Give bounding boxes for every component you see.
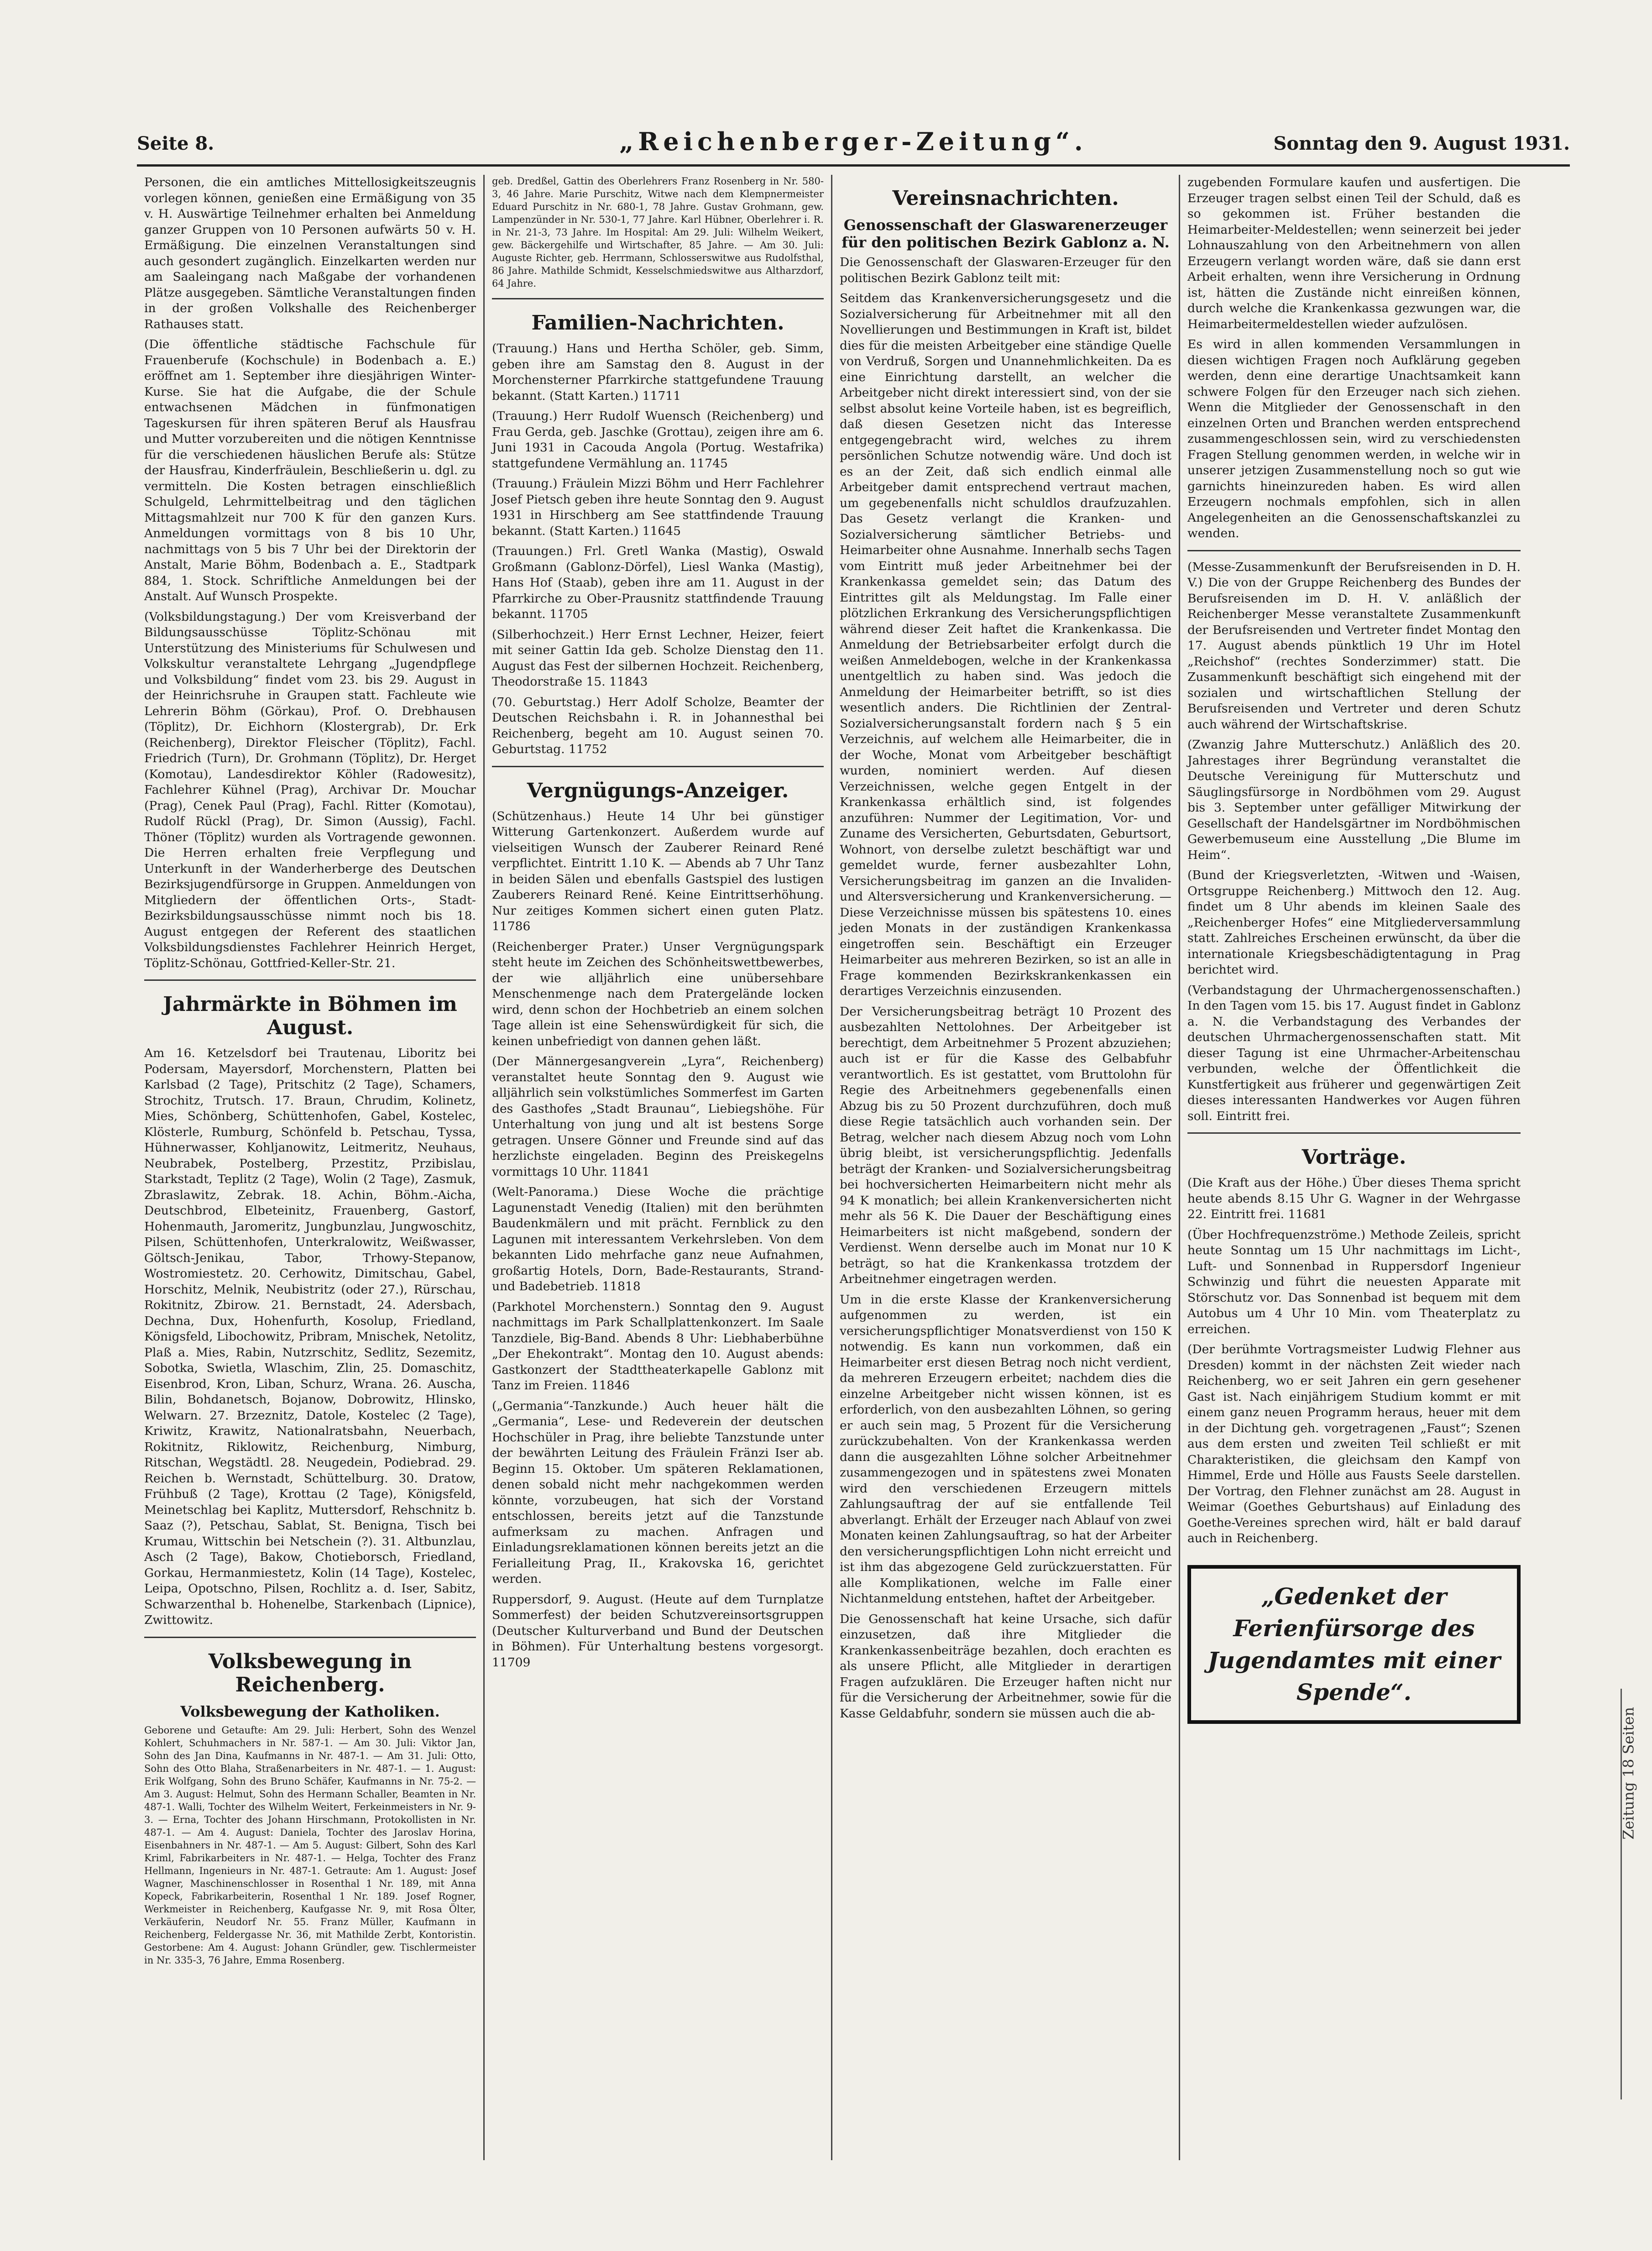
entertainment-notice: (Parkhotel Morchenstern.) Sonntag den 9. August nachmittags im Park Schallplattenkonzert. Im Saale Tanzdiele, Big-Band. Abends 8 Uhr: Liebhaberbühne „Der Ehekontrakt“. Montag den 10. August abends: Gastkonzert der Stadttheaterkapelle Gablonz mit Tanz im Freien. 11846 <box>492 1299 824 1392</box>
article-deaths: geb. Dredßel, Gattin des Oberlehrers Franz Rosenberg in Nr. 580-3, 46 Jahre. Marie Purschitz, Witwe nach dem Klempnermeister Eduard Purschitz in Nr. 680-1, 78 Jahre. Gustav Grohmann, gew. Lampenzünder in Nr. 530-1, 77 Jahre. Karl Hübner, Oberlehrer i. R. in Nr. 21-3, 73 Jahre. Im Hospital: Am 29. Juli: Wilhelm Weikert, gew. Bäckergehilfe und Wirtschafter, 85 Jahre. — Am 30. Juli: Auguste Richter, geb. Herrmann, Schlosserswitwe aus Rudolfsthal, 86 Jahre. Mathilde Schmidt, Kesselschmiedswitwe aus Altharzdorf, 64 Jahre. <box>492 176 824 289</box>
family-notice: (Trauung.) Fräulein Mizzi Böhm und Herr Fachlehrer Josef Pietsch geben ihre heute Sonntag den 9. August 1931 in Hirschberg am See stattfindende Trauung bekannt. (Statt Karten.) 11645 <box>492 476 824 538</box>
entertainment-notice: („Germania“-Tanzkunde.) Auch heuer hält die „Germania“, Lese- und Redeverein der deutschen Hochschüler in Prag, ihre beliebte Tanzstunde unter der bewährten Leitung des Fräulein Fränzi Iser ab. Beginn 15. Oktober. Um späteren Reklamationen, denen sobald nicht mehr nachgekommen werden könnte, vorzubeugen, hat sich der Vorstand entschlossen, bereits jetzt auf die Tanzstunde aufmerksam zu machen. Anfragen und Einladungsreklamationen können bereits jetzt an die Ferialleitung Prag, II., Krakovska 16, gerichtet werden. <box>492 1398 824 1586</box>
margin-text: Zeitung 18 Seiten <box>1620 1707 1637 1840</box>
article-text: Der Versicherungsbeitrag beträgt 10 Prozent des ausbezahlten Nettolohnes. Der Arbeitgeber ist berechtigt, dem Arbeitnehmer 5 Prozent abzuziehen; auch ist er für die Kasse des Gelbabfuhr verantwortlich. Es ist gestattet, vom Bruttolohn für Regie des Arbeitnehmers gegebenenfalls einen Abzug bis zu 50 Prozent durchzuführen, doch muß diese Regie tatsächlich auch vorhanden sein. Der Betrag, welcher nach diesem Abzug noch vom Lohn übrig bleibt, ist versicherungspflichtig. Jedenfalls beträgt der Kranken- und Sozialversicherungsbeitrag bei hochversicherten Heimarbeitern nicht mehr als 94 K monatlich; bei allein Krankenversicherten nicht mehr als 56 K. Die Dauer der Beschäftigung eines Heimarbeiters ist nicht maßgebend, sondern der Verdienst. Wenn derselbe auch im Monat nur 10 K beträgt, so hat die Krankenkassa trotzdem der Arbeitnehmer eingetragen werden. <box>840 1004 1171 1286</box>
family-notice: (Trauung.) Hans und Hertha Schöler, geb. Simm, geben ihre am Samstag den 8. August in der Morchensterner Pfarrkirche stattgefundene Trauung bekannt. (Statt Karten.) 11711 <box>492 341 824 403</box>
article-text: (Verbandstagung der Uhrmachergenossenschaften.) In den Tagen vom 15. bis 17. August findet in Gablonz a. N. die Verbandstagung des Verbandes der deutschen Uhrmachergenossenschaften statt. Mit dieser Tagung ist eine Uhrmacher-Arbeitenschau verbunden, welche der Öffentlichkeit die Kunstfertigkeit aus früherer und gegenwärtigen Zeit dieses interessanten Handwerkes vor Augen führen soll. Eintritt frei. <box>1187 983 1521 1123</box>
article-columns <box>137 175 1570 2160</box>
donation-banner: „Gedenket der Ferienfürsorge des Jugendamtes mit einer Spende“. <box>1187 1565 1521 1724</box>
article-volksbildung: (Volksbildungstagung.) Der vom Kreisverband der Bildungsausschüsse Töplitz-Schönau mit Unterstützung des Ministeriums für Schulwesen und Volkskultur veranstaltete Lehrgang „Jugendpflege und Volksbildung“ findet vom 23. bis 29. August in der Heinrichsruhe in Graupen statt. Fachleute wie Lehrerin Böhm (Görkau), Prof. O. Drebhausen (Töplitz), Dr. Eichhorn (Klostergrab), Dr. Erk (Reichenberg), Direktor Fleischer (Töplitz), Fachl. Friedrich (Turn), Dr. Grohmann (Töplitz), Dr. Herget (Komotau), Landesdirektor Köhler (Radowesitz), Fachlehrer Kühnel (Prag), Archivar Dr. Mouchar (Prag), Cenek Paul (Prag), Fachl. Ritter (Komotau), Rudolf Rückl (Prag), Dr. Simon (Aussig), Fachl. Thöner (Töplitz) wurden als Vortragende gewonnen. Die Herren erhalten freie Verpflegung und Unterkunft in der Wanderherberge des Deutschen Bezirksjugendfürsorge in Gruppen. Anmeldungen von Mitgliedern der öffentlichen Orts-, Stadt-Bezirksbildungsausschüsse nimmt noch bis 18. August entgegen der Referent des staatlichen Volksbildungsdienstes Fachlehrer Heinrich Herget, Töplitz-Schönau, Gottfried-Keller-Str. 21. <box>144 609 476 970</box>
subsection-title: Volksbewegung der Katholiken. <box>180 1702 440 1720</box>
article-markets: Am 16. Ketzelsdorf bei Trautenau, Liboritz bei Podersam, Mayersdorf, Morchenstern, Platten bei Karlsbad (2 Tage), Pritschitz (2 Tage), Schamers, Strochitz, Trutsch. 17. Braun, Chrudim, Kolinetz, Mies, Schönberg, Schüttenhofen, Gabel, Kostelec, Klösterle, Rumburg, Schönfeld b. Petschau, Tyssa, Hühnerwasser, Kohljanowitz, Leitmeritz, Neuhaus, Neubrabek, Postelberg, Przestitz, Przibislau, Starkstadt, Teplitz (2 Tage), Wolin (2 Tage), Zasmuk, Zbraslawitz, Zebrak. 18. Achin, Böhm.-Aicha, Deutschbrod, Elbeteinitz, Frauenberg, Gastorf, Hohenmauth, Jaromeritz, Jungbunzlau, Jungwoschitz, Pilsen, Schüttenhofen, Unterkralowitz, Weißwasser, Göltsch-Jenikau, Tabor, Trhowy-Stepanow, Wostromiestetz. 20. Cerhowitz, Dimitschau, Gabel, Horschitz, Melnik, Neubistritz (oder 27.), Rürschau, Rokitnitz, Zbirow. 21. Bernstadt, 24. Adersbach, Dechna, Dux, Hohenfurth, Kosolup, Friedland, Königsfeld, Libochowitz, Pribram, Mnischek, Netolitz, Plaß a. Mies, Rabin, Nutzrschitz, Sedlitz, Sezemitz, Sobotka, Swietla, Wlaschim, Zlin, 25. Domaschitz, Eisenbrod, Kron, Liban, Schurz, Wrana. 26. Auscha, Bilin, Bohdanetsch, Bojanow, Dobrowitz, Hlinsko, Welwarn. 27. Brzeznitz, Datole, Kostelec (2 Tage), Kriwitz, Krawitz, Nationalratsbahn, Neuerbach, Rokitnitz, Riklowitz, Reichenburg, Nimburg, Ritschan, Wegstädtl. 28. Neugedein, Podiebrad. 29. Reichen b. Wernstadt, Schüttelburg. 30. Dratow, Frühbuß (2 Tage), Krottau (2 Tage), Königsfeld, Meinetschlag bei Kaplitz, Muttersdorf, Rehschnitz b. Saaz (?), Petschau, Sablat, St. Benigna, Tisch bei Krumau, Wittschin bei Netschein (?). 31. Altbunzlau, Asch (2 Tage), Bakow, Chotieborsch, Friedland, Gorkau, Hermanmiestetz, Kolin (14 Tage), Kostelec, Leipa, Opotschno, Pilsen, Rochlitz a. d. Iser, Sabitz, Schwarzenthal b. Hohenelbe, Starkenbach (Lipnice), Zwittowitz. <box>144 1046 476 1627</box>
article-text: Seitdem das Krankenversicherungsgesetz und die Sozialversicherung für Arbeitnehmer mit all den Novellierungen und Bestimmungen in Kraft ist, bildet dies für die meisten Arbeitgeber eine ständige Quelle von Verdruß, Sorgen und Unannehmlichkeiten. Da es eine Einrichtung darstellt, an welcher die Arbeitgeber nicht direkt interessiert sind, von der sie selbst absolut keine Vorteile haben, ist es begreiflich, daß diesen Gesetzen nicht das Interesse entgegengebracht wird, welches zu ihrem persönlichen Schutze notwendig wäre. Und doch ist es an der Zeit, daß sich endlich einmal alle Arbeitgeber damit entsprechend vertraut machen, um gegebenenfalls nicht schuldlos draufzuzahlen. Das Gesetz verlangt die Kranken- und Sozialversicherung sämtlicher Betriebs- und Heimarbeiter ohne Ausnahme. Innerhalb sechs Tagen vom Eintritt muß jeder Arbeitnehmer bei der Krankenkassa gemeldet sein; das Datum des Eintrittes gilt als Meldungstag. Im Falle einer plötzlichen Erkrankung des Versicherungspflichtigen während dieser Zeit haftet die Krankenkassa. Die Anmeldung der Betriebsarbeiter erfolgt durch die weißen Anmeldebogen, welche in der Krankenkassa unentgeltlich zu haben sind. Was jedoch die Anmeldung der Heimarbeiter betrifft, so ist dies wesentlich anders. Die Richtlinien der Zentral-Sozialversicherungsanstalt fordern nach § 5 ein Verzeichnis, auf welchem alle Heimarbeiter, die in der Woche, Monat vom Arbeitgeber beschäftigt wurden, nominiert werden. Auf diesen Verzeichnissen, welche gegen Entgelt in der Krankenkassa erhältlich sind, ist folgendes anzuführen: Nummer der Legitimation, Vor- und Zuname des Versicherten, Geburtsdaten, Geburtsort, Wohnort, von derselbe zuletzt beschäftigt war und gemeldet wurde, ferner ausbezahlter Lohn, Versicherungsbeitrag im ganzen an die Invaliden- und Altersversicherung und Krankenversicherung. — Diese Verzeichnisse müssen bis spätestens 10. eines jeden Monats in der zuständigen Krankenkassa eingetroffen sein. Beschäftigt ein Erzeuger Heimarbeiter aus mehreren Bezirken, so ist an alle in Frage kommenden Bezirkskrankenkassen ein derartiges Verzeichnis einzusenden. <box>840 291 1171 998</box>
family-notice: (Trauungen.) Frl. Gretl Wanka (Mastig), Oswald Großmann (Gablonz-Dörfel), Liesl Wanka (Mastig), Hans Hof (Staab), geben ihre am 11. August in der Pfarrkirche zu Ober-Prausnitz stattfindende Trauung bekannt. 11705 <box>492 544 824 621</box>
section-title-associations: Vereinsnachrichten. <box>892 187 1119 210</box>
issue-date: Sonntag den 9. August 1931. <box>1273 133 1570 154</box>
talk-notice: (Der berühmte Vortragsmeister Ludwig Flehner aus Dresden) kommt in der nächsten Zeit wieder nach Reichenberg, wo er seit Jahren ein gern gesehener Gast ist. Nach einjährigem Studium kommt er mit einem ganz neuen Programm heraus, heuer mit dem in der Dichtung geh. vorgetragenen „Faust“; Szenen aus dem ersten und zweiten Teil schließt er mit Charakteristiken, die gleichsam den Kampf von Himmel, Erde und Hölle aus Fausts Seele darstellen. Der Vortrag, den Flehner zunächst am 28. August in Weimar (Goethes Geburtshaus) auf Einladung des Goethe-Vereines sprechen wird, hält er bald darauf auch in Reichenberg. <box>1187 1342 1521 1545</box>
article-text: zugebenden Formulare kaufen und ausfertigen. Die Erzeuger tragen selbst einen Teil der Schuld, daß es so gekommen ist. Früher bestanden die Heimarbeiter-Meldestellen; wenn seinerzeit bei jeder Lohnauszahlung von den Arbeitnehmern von allen Erzeugern verlangt worden wäre, daß sie dann erst Arbeit erhalten, wenn ihre Versicherung in Ordnung ist, hätten die Zustände nicht einreißen können, durch welche die Krankenkassa gezwungen war, die Heimarbeitermeldestellen wieder aufzulösen. <box>1187 175 1521 331</box>
divider <box>1187 550 1521 551</box>
section-title-talks: Vorträge. <box>1302 1146 1406 1169</box>
section-title-volksbewegung: Volksbewegung in Reichenberg. <box>208 1649 412 1696</box>
article-text: Es wird in allen kommenden Versammlungen in diesen wichtigen Fragen noch Aufklärung gegeben werden, denn eine derartige Unachtsamkeit kann schwere Folgen für den Erzeuger nach sich ziehen. Wenn die Mitglieder der Genossenschaft in den einzelnen Orten und Branchen werden entsprechend zusammengeschlossen sein, wird zu verschiedensten Fragen Stellung genommen werden, in welche wir in unserer jetzigen Zusammenstellung noch so gut wie garnichts hineinzureden haben. Es wird allen Erzeugern nochmals empfohlen, sich in allen Angelegenheiten an die Genossenschaftskanzlei zu wenden. <box>1187 337 1521 540</box>
section-title-family: Familien-Nachrichten. <box>531 311 784 335</box>
entertainment-notice: (Schützenhaus.) Heute 14 Uhr bei günstiger Witterung Gartenkonzert. Außerdem wurde auf vielseitigen Wunsch der Zauberer Reinard René verpflichtet. Eintritt 1.10 K. — Abends ab 7 Uhr Tanz in beiden Sälen und ebenfalls Gastspiel des lustigen Zauberers Reinard René. Keine Eintrittserhöhung. Nur zeitiges Kommen sichert einen guten Platz. 11786 <box>492 809 824 933</box>
article-kochschule: (Die öffentliche städtische Fachschule für Frauenberufe (Kochschule) in Bodenbach a. E.) eröffnet am 1. September ihre diesjährigen Winter-Kurse. Sie hat die Aufgabe, die der Schule entwachsenen Mädchen in fünfmonatigen Tageskursen für ihren späteren Beruf als Hausfrau und Mutter vorzubereiten und die nötigen Kenntnisse für die verschiedenen häuslichen Berufe als: Stütze der Hausfrau, Kinderfräulein, Beschließerin u. dgl. zu vermitteln. Die Kosten betragen einschließlich Schulgeld, Lehrmittelbeitrag und den täglichen Mittagsmahlzeit nur 700 K für den ganzen Kurs. Anmeldungen vormittags von 8 bis 10 Uhr, nachmittags von 5 bis 7 Uhr bei der Direktorin der Anstalt, Marie Böhm, Bodenbach a. E., Stadtpark 884, 1. Stock. Schriftliche Anmeldungen bei der Anstalt. Auf Wunsch Prospekte. <box>144 337 476 603</box>
talk-notice: (Über Hochfrequenzströme.) Methode Zeileis, spricht heute Sonntag um 15 Uhr nachmittags im Licht-, Luft- und Sonnenbad in Ruppersdorf Ingenieur Schwinzig und führt die neuesten Apparate mit Störschutz vor. Das Sonnenbad ist bequem mit dem Autobus um 4 Uhr 10 Min. vom Theaterplatz zu erreichen. <box>1187 1227 1521 1336</box>
newspaper-title: „Reichenberger-Zeitung“. <box>619 127 1087 156</box>
column-1 <box>137 175 485 2160</box>
family-notice: (70. Geburtstag.) Herr Adolf Scholze, Beamter der Deutschen Reichsbahn i. R. in Johannesthal bei Reichenberg, begeht am 10. August seinen 70. Geburtstag. 11752 <box>492 695 824 756</box>
entertainment-notice: (Welt-Panorama.) Diese Woche die prächtige Lagunenstadt Venedig (Italien) mit den berühmten Baudenkmälern und mit prächt. Fernblick zu den Lagunen mit interessantem Verkehrsleben. Von dem bekannten Lido mehrfache ganz neue Aufnahmen, großartig Hotels, Dorn, Bade-Restaurants, Strand- und Badebetrieb. 11818 <box>492 1185 824 1293</box>
subsection-title: Genossenschaft der Glaswarenerzeuger für den politischen Bezirk Gablonz a. N. <box>842 216 1170 251</box>
article-text: Die Genossenschaft hat keine Ursache, sich dafür einzusetzen, daß ihre Mitglieder die Krankenkassenbeiträge bezahlen, doch erachten es als unsere Pflicht, alle Mitglieder in derartigen Fragen aufzuklären. Die Erzeuger haften nicht nur für die Versicherung der Arbeitnehmer, sowie für die Kasse Geldabfuhr, sondern sie müssen auch die ab- <box>840 1612 1171 1721</box>
entertainment-notice: Ruppersdorf, 9. August. (Heute auf dem Turnplatze Sommerfest) der beiden Schutzvereinsortsgruppen (Deutscher Kulturverband und Bund der Deutschen in Böhmen). Für Unterhaltung bestens vorgesorgt. 11709 <box>492 1592 824 1670</box>
divider <box>144 979 476 981</box>
column-3 <box>832 175 1180 2160</box>
article-volksbewegung: Geborene und Getaufte: Am 29. Juli: Herbert, Sohn des Wenzel Kohlert, Schuhmachers in Nr. 587-1. — Am 30. Juli: Viktor Jan, Sohn des Jan Dina, Kaufmanns in Nr. 487-1. — Am 31. Juli: Otto, Sohn des Otto Blaha, Straßenarbeiters in Nr. 487-1. — 1. August: Erik Wolfgang, Sohn des Bruno Schäfer, Kaufmanns in Nr. 75-2. — Am 3. August: Helmut, Sohn des Hermann Schaller, Beamten in Nr. 487-1. Walli, Tochter des Wilhelm Weitert, Ferkeinmeisters in Nr. 9-3. — Erna, Tochter des Johann Hirschmann, Protokollisten in Nr. 487-1. — Am 4. August: Daniela, Tochter des Jaroslav Horina, Eisenbahners in Nr. 487-1. — Am 5. August: Gilbert, Sohn des Karl Kriml, Fabrikarbeiters in Nr. 487-1. — Helga, Tochter des Franz Hellmann, Ingenieurs in Nr. 487-1. Getraute: Am 1. August: Josef Wagner, Maschinenschlosser in Rosenthal 1 Nr. 189, mit Anna Kopeck, Fabrikarbeiterin, Rosenthal 1 Nr. 189. Josef Rogner, Werkmeister in Reichenberg, Kaufgasse Nr. 9, mit Rosa Ölter, Verkäuferin, Neudorf Nr. 55. Franz Müller, Kaufmann in Reichenberg, Feldergasse Nr. 36, mit Mathilde Zerbt, Kontoristin. Gestorbene: Am 4. August: Johann Gründler, gew. Tischlermeister in Nr. 335-3, 76 Jahre, Emma Rosenberg. <box>144 1724 476 1966</box>
divider <box>492 766 824 767</box>
entertainment-notice: (Der Männergesangverein „Lyra“, Reichenberg) veranstaltet heute Sonntag den 9. August wie alljährlich sein volkstümliches Sommerfest im Garten des Gasthofes „Stadt Braunau“, Liebiegshöhe. Für Unterhaltung von jung und alt ist bestens Sorge getragen. Unsere Gönner und Freunde sind auf das herzlichste eingeladen. Beginn des Preiskegelns vormittags 10 Uhr. 11841 <box>492 1054 824 1179</box>
talk-notice: (Die Kraft aus der Höhe.) Über dieses Thema spricht heute abends 8.15 Uhr G. Wagner in der Wehrgasse 22. Eintritt frei. 11681 <box>1187 1176 1521 1221</box>
article-text: Um in die erste Klasse der Krankenversicherung aufgenommen zu werden, ist ein versicherungspflichtiger Monatsverdienst von 150 K notwendig. Es kann nun vorkommen, daß ein Heimarbeiter erst diesen Betrag noch nicht verdient, da mehreren Erzeugern erbeitet; nachdem dies die einzelne Arbeitgeber nicht wissen können, ist es erforderlich, von den ausbezahlten Löhnen, so gering er auch sein mag, 5 Prozent für die Versicherung zurückzubehalten. Von der Krankenkassa werden dann die ausgezahlten Löhne solcher Arbeitnehmer zusammengezogen und in spätestens zwei Monaten wird den verschiedenen Erzeugern mittels Zahlungsauftrag der auf sie entfallende Teil abverlangt. Erhält der Erzeuger nach Ablauf von zwei Monaten keinen Zahlungsauftrag, so hat der Arbeiter den versicherungspflichtigen Lohn nicht erreicht und ist ihm das abgezogene Geld zurückzuerstatten. Für alle Komplikationen, welche im Falle einer Nichtanmeldung entstehen, haftet der Arbeitgeber. <box>840 1292 1171 1606</box>
article-text: (Messe-Zusammenkunft der Berufsreisenden in D. H. V.) Die von der Gruppe Reichenberg des Bundes der Berufsreisenden im D. H. V. anläßlich der Reichenberger Messe veranstaltete Zusammenkunft der Berufsreisenden und Vertreter findet Montag den 17. August abends pünktlich 19 Uhr im Hotel „Reichshof“ (rechtes Sonderzimmer) statt. Die Zusammenkunft beschäftigt sich eingehend mit der sozialen und wirtschaftlichen Stellung der Berufsreisenden und Vertreter und deren Schutz auch während der Wirtschaftskrise. <box>1187 560 1521 732</box>
page-header <box>137 123 1570 167</box>
family-notice: (Trauung.) Herr Rudolf Wuensch (Reichenberg) und Frau Gerda, geb. Jaschke (Grottau), zeigen ihre am 6. Juni 1931 in Cacouda Angola (Portug. Westafrika) stattgefundene Vermählung an. 11745 <box>492 409 824 471</box>
divider <box>492 298 824 299</box>
entertainment-notice: (Reichenberger Prater.) Unser Vergnügungspark steht heute im Zeichen des Schönheitswettbewerbes, der wie alljährlich eine unübersehbare Menschenmenge nach dem Pratergelände locken wird, denn schon der Hochbetrieb an einem solchen Tage allein ist eine Sehenswürdigkeit für sich, die keinen unbefriedigt von dannen gehen läßt. <box>492 939 824 1048</box>
column-2 <box>485 175 832 2160</box>
family-notice: (Silberhochzeit.) Herr Ernst Lechner, Heizer, feiert mit seiner Gattin Ida geb. Scholze Dienstag den 11. August das Fest der silbernen Hochzeit. Reichenberg, Theodorstraße 15. 11843 <box>492 627 824 689</box>
article-text: (Zwanzig Jahre Mutterschutz.) Anläßlich des 20. Jahrestages ihrer Begründung veranstaltet die Deutsche Vereinigung für Mutterschutz und Säuglingsfürsorge in Nordböhmen vom 29. August bis 3. September unter gefälliger Mitwirkung der Gesellschaft der Handelsgärtner im Nordböhmischen Gewerbemuseum eine Ausstellung „Die Blume im Heim“. <box>1187 738 1521 862</box>
article-text: (Bund der Kriegsverletzten, -Witwen und -Waisen, Ortsgruppe Reichenberg.) Mittwoch den 12. Aug. findet um 8 Uhr abends im kleinen Saale des „Reichenberger Hofes“ eine Mitgliederversammlung statt. Zahlreiches Erscheinen erwünscht, da über die internationale Kriegsbeschädigtentagung in Prag berichtet wird. <box>1187 868 1521 977</box>
article-text: Personen, die ein amtliches Mittellosigkeitszeugnis vorlegen können, genießen eine Ermäßigung von 35 v. H. Auswärtige Teilnehmer erhalten bei Anmeldung ganzer Gruppen von 10 Personen aufwärts 50 v. H. Ermäßigung. Die einzelnen Veranstaltungen sind auch gesondert zugänglich. Einzelkarten werden nur am Saaleingang nach Maßgabe der vorhandenen Plätze ausgegeben. Sämtliche Veranstaltungen finden in der großen Volkshalle des Reichenberger Rathauses statt. <box>144 175 476 331</box>
column-4 <box>1180 175 1528 2160</box>
section-title-entertainment: Vergnügungs-Anzeiger. <box>527 779 789 802</box>
page-number: Seite 8. <box>137 133 214 154</box>
article-text: Die Genossenschaft der Glaswaren-Erzeuger für den politischen Bezirk Gablonz teilt mit: <box>840 255 1171 285</box>
section-title-markets: Jahrmärkte in Böhmen im August. <box>163 993 457 1039</box>
divider <box>1187 1132 1521 1134</box>
divider <box>144 1637 476 1638</box>
